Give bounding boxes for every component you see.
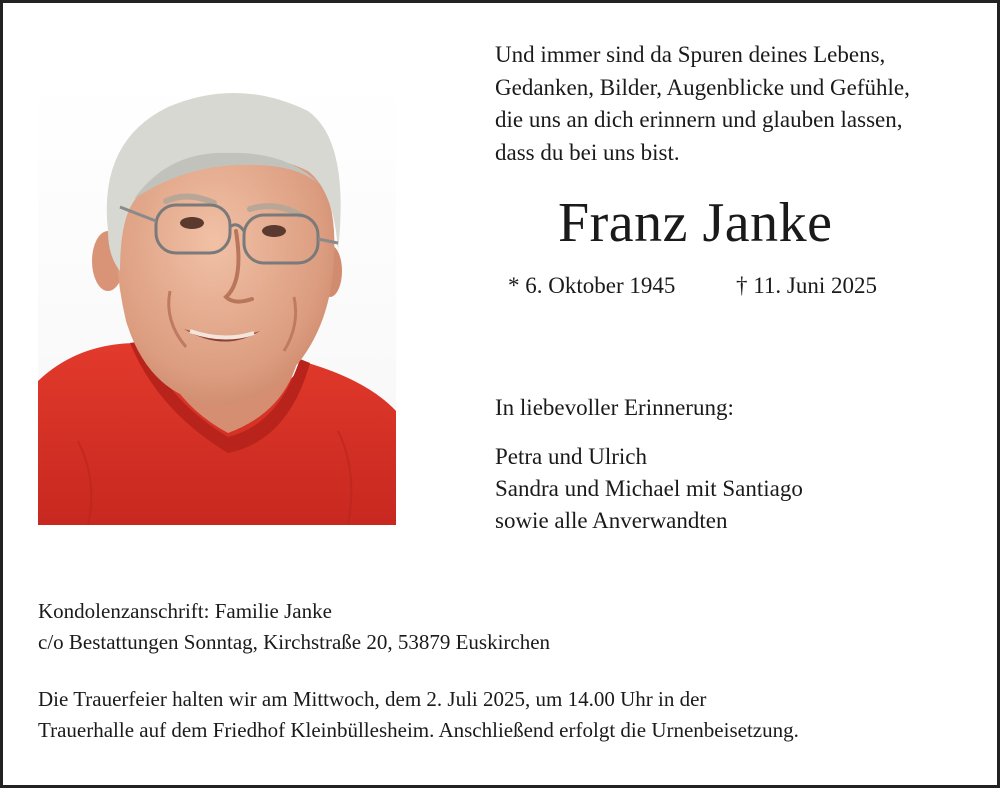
- poem-line: die uns an dich erinnern und glauben lassen,: [495, 107, 903, 132]
- ceremony-line: Die Trauerfeier halten wir am Mittwoch, dem 2. Juli 2025, um 14.00 Uhr in der: [38, 687, 707, 711]
- mourner-line: sowie alle Anverwandten: [495, 508, 728, 533]
- memorial-poem: [495, 39, 975, 169]
- birth-date: * 6. Oktober 1945: [508, 273, 676, 298]
- mourners-list: [495, 441, 803, 537]
- poem-line: Gedanken, Bilder, Augenblicke und Gefühle,: [495, 74, 910, 100]
- portrait-illustration: [38, 81, 396, 525]
- memory-heading: In liebevoller Erinnerung:: [495, 395, 734, 420]
- portrait-photo: [38, 81, 396, 525]
- death-date: † 11. Juni 2025: [736, 273, 877, 298]
- mourner-line: Petra und Ulrich: [495, 444, 648, 469]
- condolence-address: [38, 596, 550, 658]
- deceased-name: Franz Janke: [558, 192, 833, 254]
- poem-line: dass du bei uns bist.: [495, 139, 680, 165]
- mourner-line: Sandra und Michael mit Santiago: [495, 476, 803, 501]
- ceremony-info: [38, 684, 799, 746]
- ceremony-line: Trauerhalle auf dem Friedhof Kleinbüllesheim. Anschließend erfolgt die Urnenbeisetzung.: [38, 718, 799, 742]
- condolence-line: Kondolenzanschrift: Familie Janke: [38, 599, 332, 623]
- condolence-line: c/o Bestattungen Sonntag, Kirchstraße 20, 53879 Euskirchen: [38, 630, 551, 654]
- poem-line: Und immer sind da Spuren deines Lebens,: [495, 42, 886, 67]
